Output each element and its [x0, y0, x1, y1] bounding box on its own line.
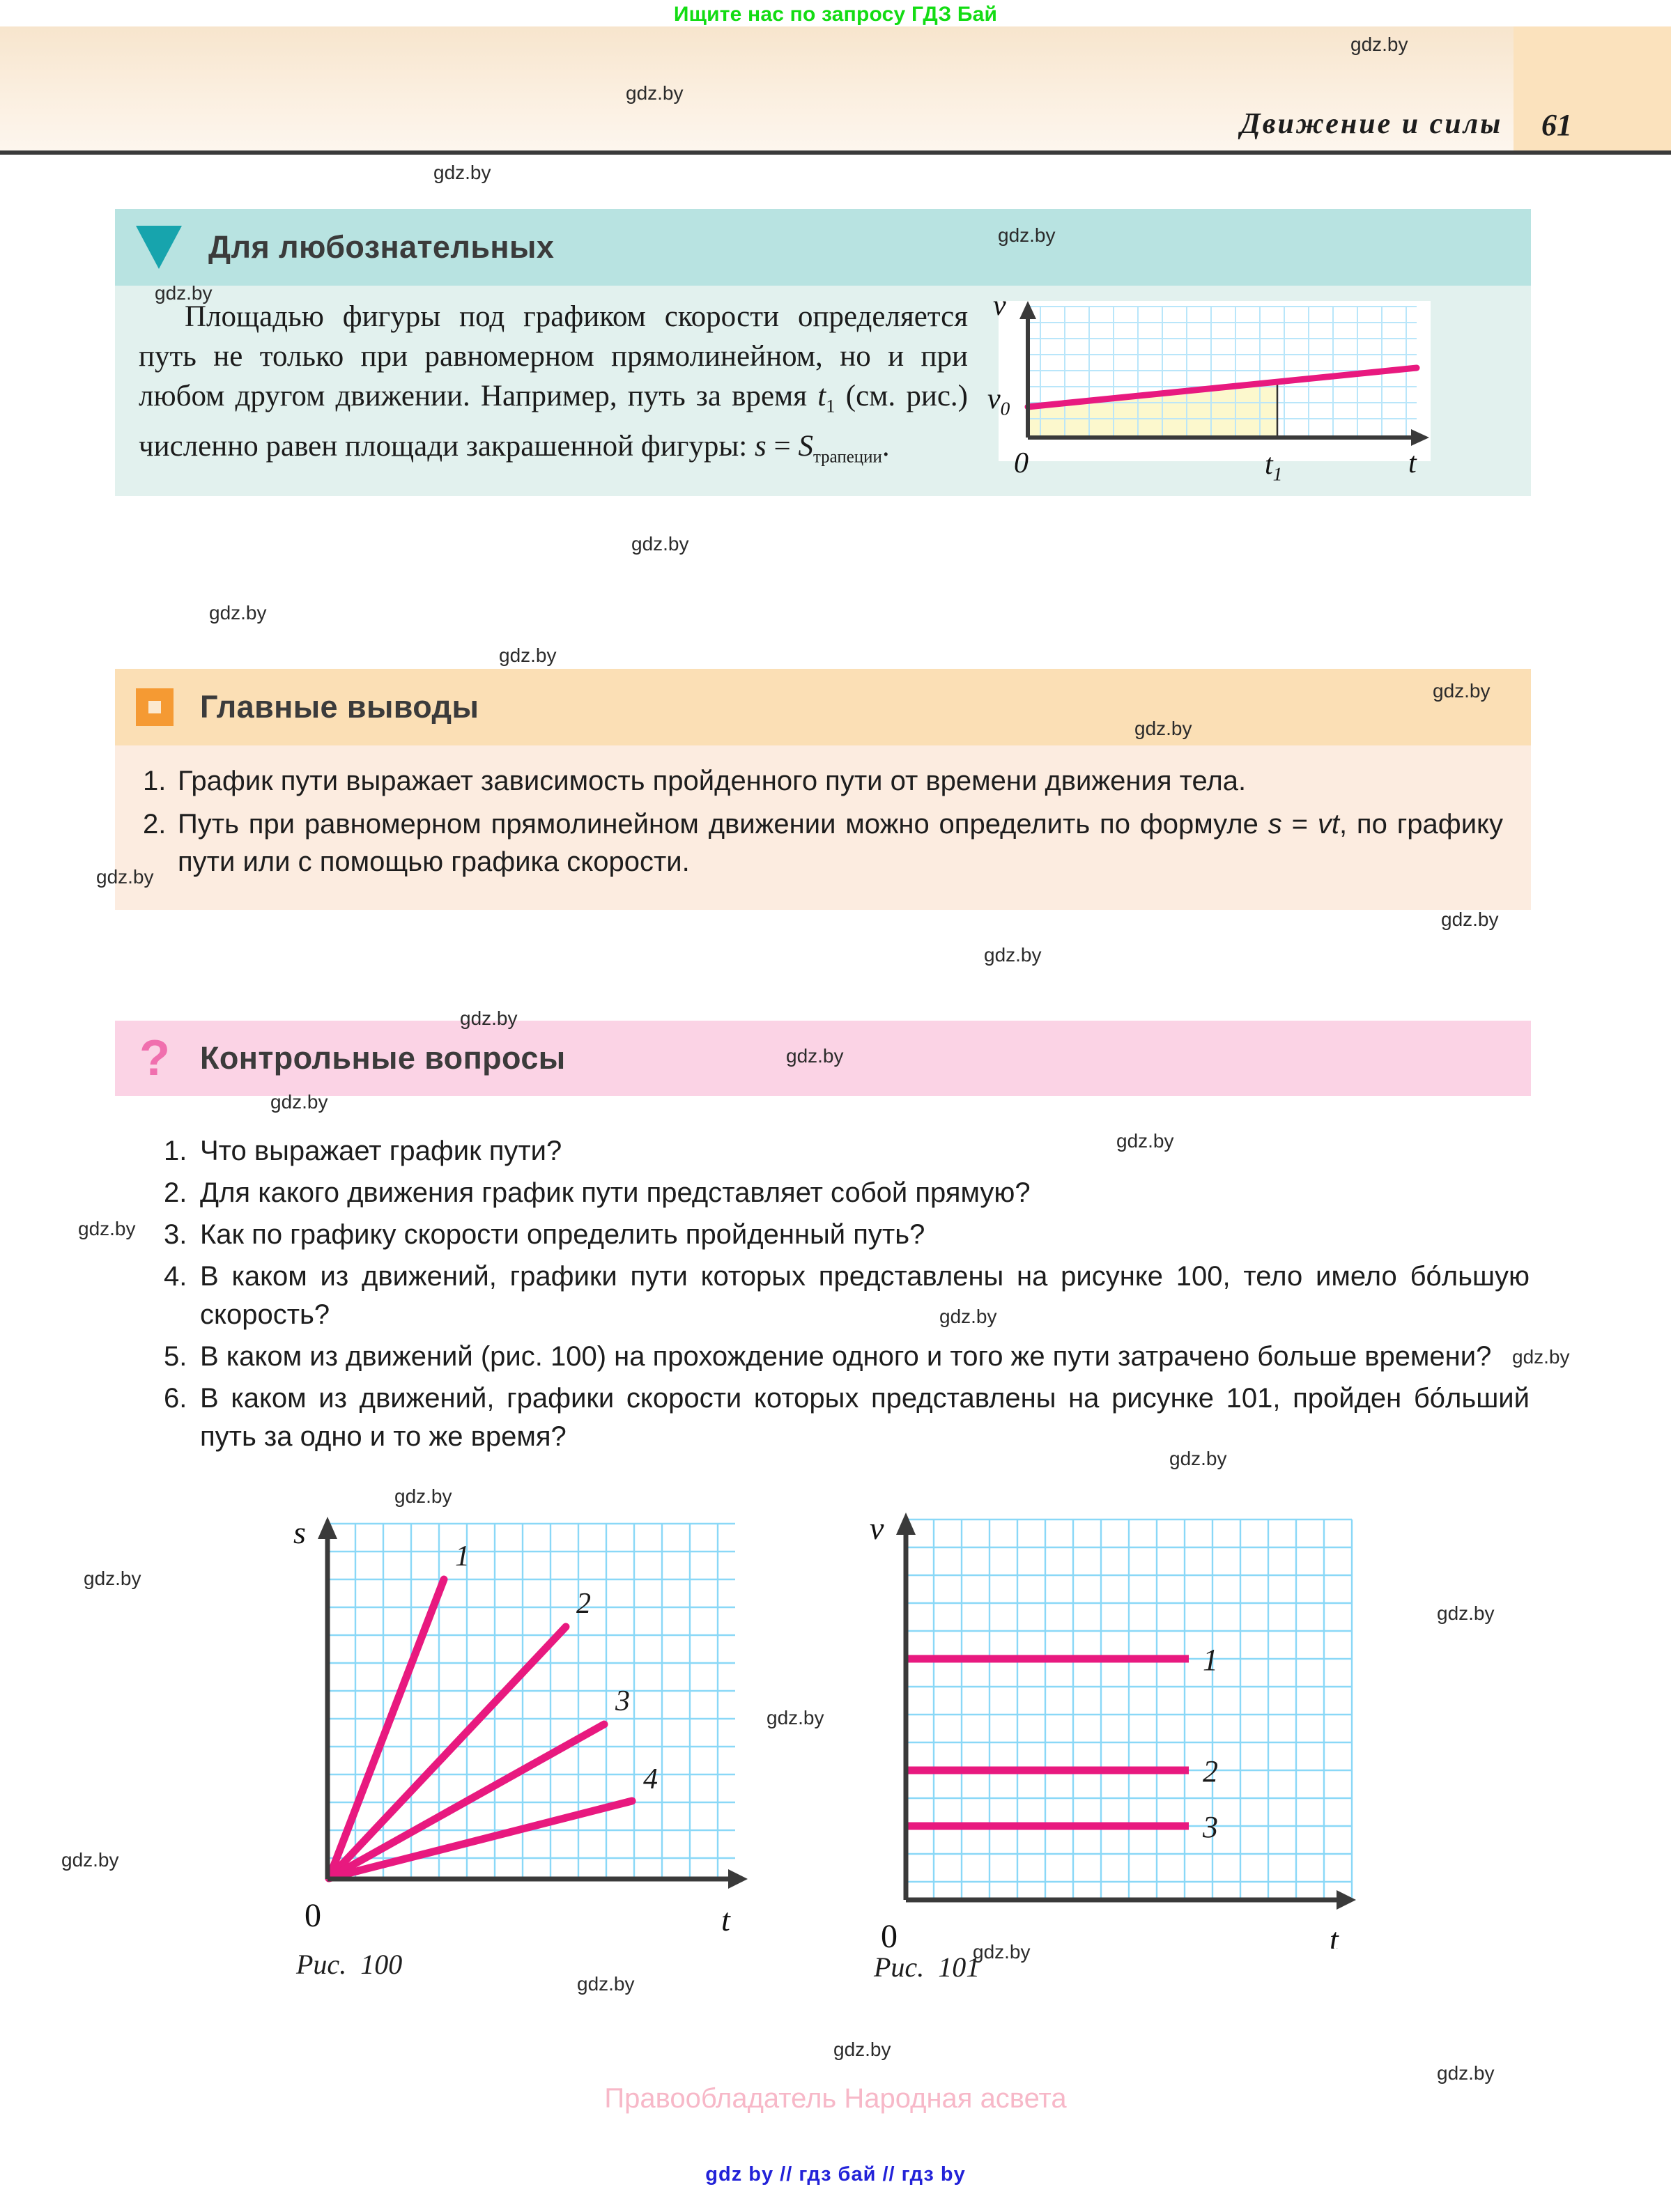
watermark: gdz.by: [1116, 1130, 1174, 1152]
list-item-text: Как по графику скорости определить пройденный путь?: [200, 1219, 925, 1250]
page-title: Движение и силы: [1240, 108, 1503, 140]
watermark: gdz.by: [1441, 908, 1499, 930]
header-divider: [0, 150, 1671, 155]
watermark: gdz.by: [1134, 718, 1192, 739]
list-item-text: Путь при равномерном прямолинейном движении можно определить по формуле s = vt, по графику пути или с помощью графика скорости.: [178, 809, 1503, 877]
watermark: gdz.by: [577, 1973, 635, 1995]
watermark: gdz.by: [270, 1091, 328, 1113]
header-page-tab: [1514, 26, 1671, 152]
chart-xtick-t1: $t_1$: [1265, 449, 1283, 485]
svg-text:s: s: [293, 1515, 306, 1550]
watermark: gdz.by: [209, 602, 267, 624]
list-item: [164, 1338, 1530, 1376]
list-item-number: 1.: [143, 766, 167, 796]
watermark: gdz.by: [631, 533, 689, 555]
watermark: gdz.by: [1350, 33, 1408, 55]
chart-origin-label: 0: [1014, 447, 1029, 479]
watermark: gdz.by: [1437, 1602, 1495, 1624]
trapezoid-velocity-chart: [987, 290, 1431, 485]
list-item-number: 3.: [164, 1219, 187, 1250]
list-item-text: Что выражает график пути?: [200, 1136, 562, 1166]
list-item: [164, 1174, 1530, 1212]
figure-101-velocity-chart: [864, 1510, 1366, 1983]
list-item: [164, 1216, 1530, 1254]
svg-text:3: 3: [1203, 1810, 1218, 1844]
list-item-number: 6.: [164, 1383, 187, 1414]
watermark: gdz.by: [155, 282, 213, 304]
copyright-notice: Правообладатель Народная асвета: [604, 2083, 1067, 2114]
list-item-number: 4.: [164, 1261, 187, 1292]
watermark: gdz.by: [1512, 1346, 1570, 1368]
chart-ytick-v0: $v_0$: [987, 383, 1010, 419]
watermark: gdz.by: [984, 944, 1042, 966]
chart-xlabel: t: [1408, 447, 1417, 479]
curious-box-header: [115, 209, 1531, 286]
watermark: gdz.by: [973, 1941, 1031, 1963]
page-number: 61: [1541, 108, 1572, 142]
svg-text:3: 3: [615, 1685, 630, 1717]
svg-text:t: t: [1330, 1921, 1339, 1949]
watermark: gdz.by: [499, 644, 557, 666]
watermark: gdz.by: [786, 1045, 844, 1067]
list-item: [143, 805, 1503, 881]
chart-ylabel: v: [993, 290, 1006, 322]
watermark: gdz.by: [1433, 680, 1491, 702]
conclusions-heading: Главные выводы: [200, 689, 479, 725]
square-outline-icon: [136, 688, 174, 726]
curious-box: [115, 209, 1531, 496]
list-item-text: Для какого движения график пути представляет собой прямую?: [200, 1177, 1031, 1208]
list-item-text: В каком из движений, графики пути которых представлены на рисунке 100, тело имело бо́льшую скорость?: [200, 1261, 1530, 1330]
svg-text:0: 0: [881, 1918, 898, 1949]
watermark: gdz.by: [84, 1568, 141, 1589]
figure-100-path-chart: [289, 1515, 749, 1981]
figures-row: [0, 1510, 1671, 2017]
svg-text:2: 2: [1203, 1754, 1218, 1788]
list-item-number: 2.: [164, 1177, 187, 1208]
list-item-text: График пути выражает зависимость пройденного пути от времени движения тела.: [178, 766, 1247, 796]
watermark: gdz.by: [939, 1306, 997, 1327]
figure-100-caption: Рис. 100: [296, 1949, 403, 1980]
watermark: gdz.by: [394, 1485, 452, 1507]
svg-text:1: 1: [455, 1540, 470, 1572]
svg-text:v: v: [870, 1510, 884, 1546]
footer-links[interactable]: gdz by // гдз бай // гдз by: [705, 2163, 966, 2186]
list-item: [164, 1132, 1530, 1170]
list-item-number: 5.: [164, 1341, 187, 1372]
svg-text:0: 0: [305, 1897, 321, 1934]
curious-box-body: [115, 286, 1531, 496]
svg-text:1: 1: [1203, 1643, 1218, 1677]
svg-text:2: 2: [576, 1588, 591, 1620]
svg-text:t: t: [721, 1902, 730, 1938]
list-item-text: В каком из движений, графики скорости которых представлены на рисунке 101, пройден бо́льший путь за одно и то же время?: [200, 1383, 1530, 1452]
watermark: gdz.by: [78, 1218, 136, 1239]
figure-101-caption: Рис. 101: [874, 1951, 980, 1983]
triangle-down-icon: [136, 226, 182, 269]
conclusions-box-header: [115, 669, 1531, 745]
curious-paragraph: Площадью фигуры под графиком скорости определяется путь не только при равномерном прямолинейном, но и при любом другом движении. Например, путь за время $t_1$ (см. рис.) численно равен площади закрашенной фигуры: $s = S_{трапеции}$.: [139, 300, 968, 467]
watermark: gdz.by: [626, 82, 684, 104]
watermark: gdz.by: [998, 224, 1056, 246]
question-mark-icon: ?: [139, 1030, 170, 1086]
questions-list: [164, 1132, 1530, 1460]
watermark: gdz.by: [433, 162, 491, 183]
list-item: [164, 1379, 1530, 1456]
watermark: gdz.by: [767, 1707, 824, 1728]
list-item-number: 1.: [164, 1136, 187, 1166]
curious-heading: Для любознательных: [208, 229, 555, 265]
watermark: gdz.by: [96, 866, 154, 888]
list-item-text: В каком из движений (рис. 100) на прохождение одного и того же пути затрачено больше времени?: [200, 1341, 1492, 1372]
svg-text:4: 4: [643, 1763, 658, 1795]
watermark: gdz.by: [833, 2039, 891, 2060]
watermark: gdz.by: [1169, 1448, 1227, 1469]
list-item: [143, 762, 1503, 800]
conclusions-box-body: [115, 745, 1531, 910]
conclusions-list: [143, 762, 1503, 881]
list-item: [164, 1258, 1530, 1334]
questions-heading: Контрольные вопросы: [200, 1040, 566, 1076]
conclusions-box: [115, 669, 1531, 910]
watermark: gdz.by: [1437, 2062, 1495, 2084]
promo-banner: Ищите нас по запросу ГДЗ Бай: [673, 3, 998, 26]
list-item-number: 2.: [143, 809, 167, 840]
watermark: gdz.by: [61, 1849, 119, 1871]
watermark: gdz.by: [460, 1007, 518, 1029]
